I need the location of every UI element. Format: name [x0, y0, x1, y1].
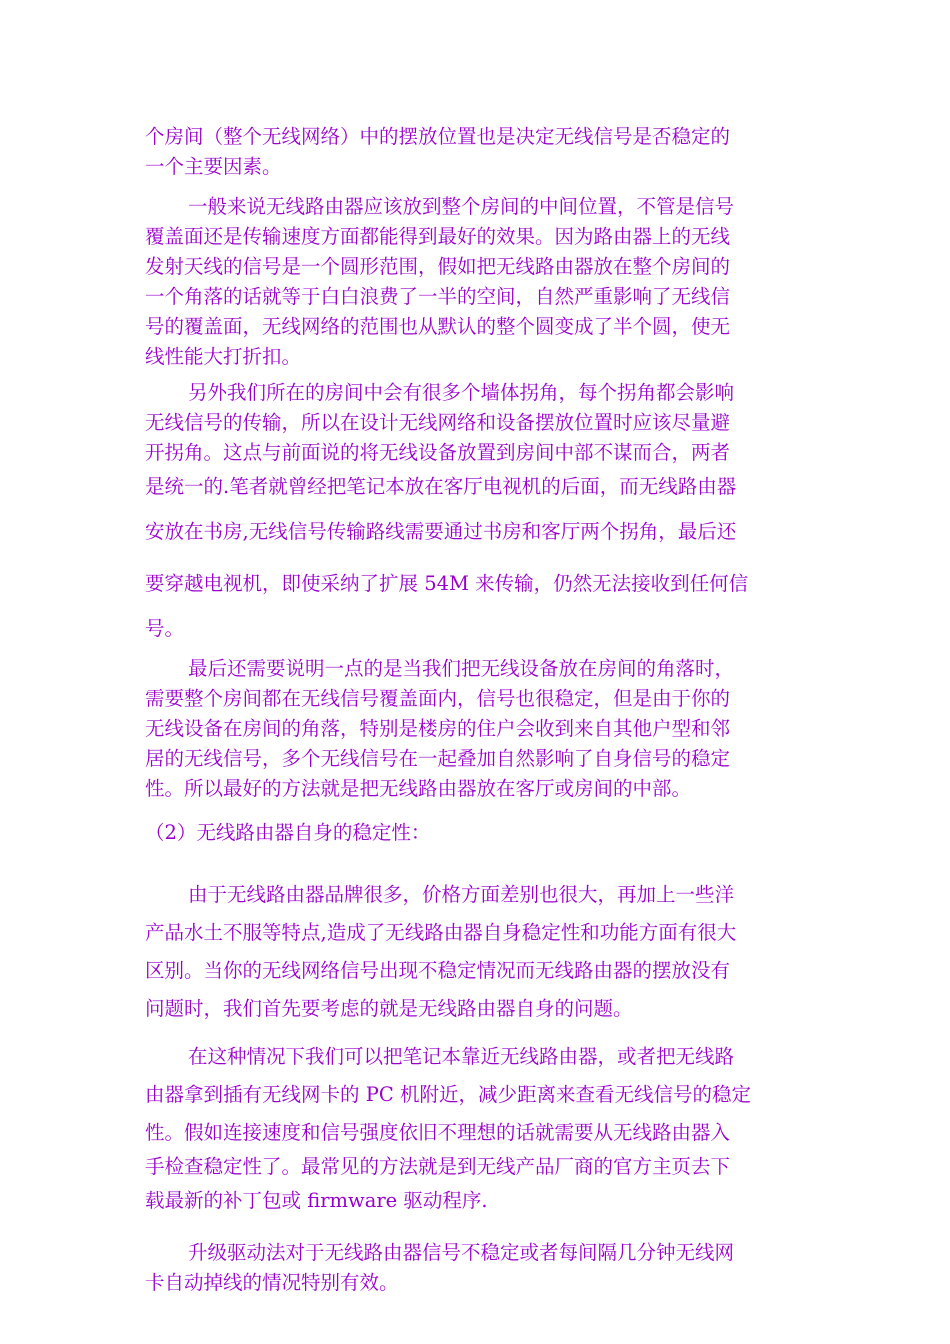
paragraph [145, 192, 807, 372]
text-line: 卡自动掉线的情况特别有效。 [145, 1271, 399, 1294]
text-line: 另外我们所在的房间中会有很多个墙体拐角，每个拐角都会影响 [188, 381, 735, 404]
paragraph [145, 1238, 807, 1298]
text-line: 个房间（整个无线网络）中的摆放位置也是决定无线信号是否稳定的 [145, 125, 731, 148]
paragraph [145, 654, 807, 804]
document-body [145, 122, 807, 1298]
text-line: 要穿越电视机，即使采纳了扩展 54M 来传输，仍然无法接收到任何信 [145, 572, 749, 595]
text-line: 无线设备在房间的角落，特别是楼房的住户会收到来自其他户型和邻 [145, 717, 731, 740]
text-line: 发射天线的信号是一个圆形范围，假如把无线路由器放在整个房间的 [145, 255, 731, 278]
text-line: 无线信号的传输，所以在设计无线网络和设备摆放位置时应该尽量避 [145, 411, 731, 434]
paragraph [145, 122, 807, 182]
text-line: 性。所以最好的方法就是把无线路由器放在客厅或房间的中部。 [145, 777, 692, 800]
section-heading: （2）无线路由器自身的稳定性： [145, 821, 431, 844]
text-line: 线性能大打折扣。 [145, 345, 302, 368]
text-line: 覆盖面还是传输速度方面都能得到最好的效果。因为路由器上的无线 [145, 225, 731, 248]
text-line: 开拐角。这点与前面说的将无线设备放置到房间中部不谋而合，两者 [145, 441, 731, 464]
text-line: 号。 [145, 617, 185, 640]
text-line: 一个主要因素。 [145, 155, 282, 178]
paragraph [145, 378, 807, 648]
paragraph [145, 1038, 807, 1220]
text-line: 是统一的.笔者就曾经把笔记本放在客厅电视机的后面，而无线路由器 [145, 475, 737, 498]
text-line: 最后还需要说明一点的是当我们把无线设备放在房间的角落时， [188, 657, 735, 680]
text-line: 由器拿到插有无线网卡的 PC 机附近，减少距离来查看无线信号的稳定 [145, 1083, 751, 1106]
text-line: 产品水土不服等特点,造成了无线路由器自身稳定性和功能方面有很大 [145, 921, 737, 944]
text-line: 升级驱动法对于无线路由器信号不稳定或者每间隔几分钟无线网 [188, 1241, 735, 1264]
text-line: 需要整个房间都在无线信号覆盖面内，信号也很稳定，但是由于你的 [145, 687, 731, 710]
text-line: 在这种情况下我们可以把笔记本靠近无线路由器，或者把无线路 [188, 1045, 735, 1068]
text-line: 载最新的补丁包或 firmware 驱动程序. [145, 1189, 488, 1212]
text-line: 性。假如连接速度和信号强度依旧不理想的话就需要从无线路由器入 [145, 1121, 731, 1144]
text-line: 安放在书房,无线信号传输路线需要通过书房和客厅两个拐角，最后还 [145, 520, 737, 543]
text-line: 号的覆盖面，无线网络的范围也从默认的整个圆变成了半个圆，使无 [145, 315, 731, 338]
text-line: 问题时，我们首先要考虑的就是无线路由器自身的问题。 [145, 997, 633, 1020]
paragraph [145, 876, 807, 1028]
text-line: 一个角落的话就等于白白浪费了一半的空间，自然严重影响了无线信 [145, 285, 731, 308]
text-line: 居的无线信号，多个无线信号在一起叠加自然影响了自身信号的稳定 [145, 747, 731, 770]
text-line: 一般来说无线路由器应该放到整个房间的中间位置，不管是信号 [188, 195, 735, 218]
text-line: 区别。当你的无线网络信号出现不稳定情况而无线路由器的摆放没有 [145, 959, 731, 982]
section-heading-wrap [145, 814, 807, 852]
text-line: 由于无线路由器品牌很多，价格方面差别也很大，再加上一些洋 [188, 883, 735, 906]
text-line: 手检查稳定性了。最常见的方法就是到无线产品厂商的官方主页去下 [145, 1155, 731, 1178]
